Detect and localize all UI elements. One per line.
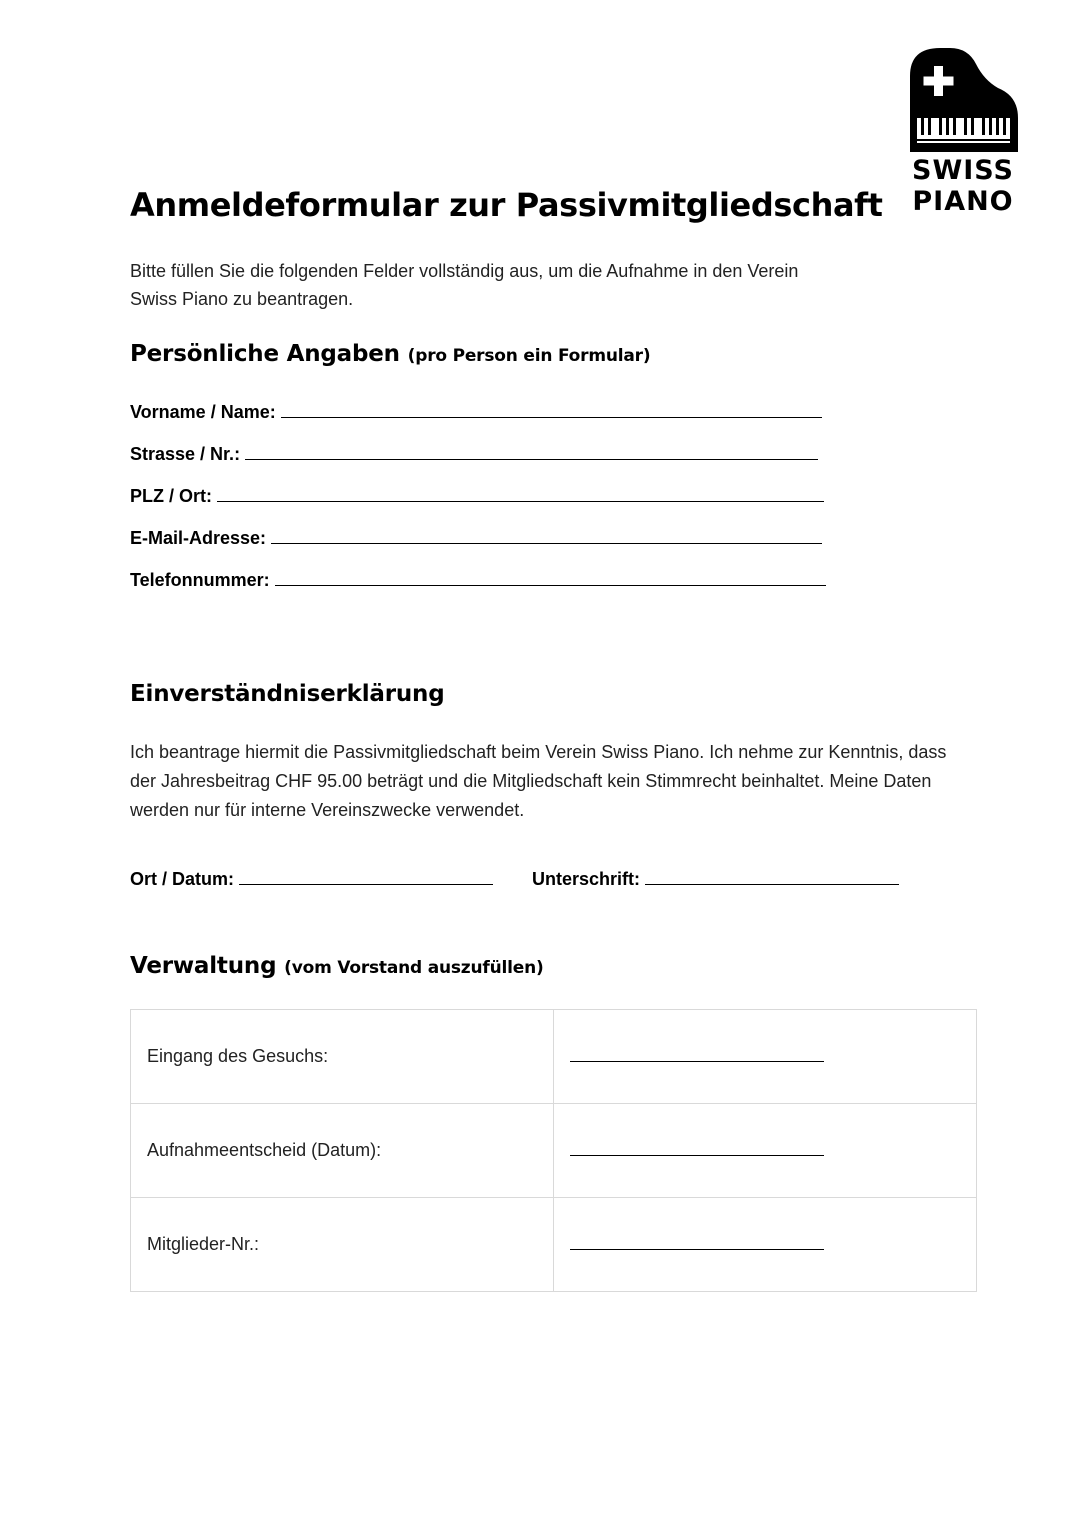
table-row (131, 1010, 977, 1104)
signature-input-line[interactable] (645, 866, 899, 885)
section-subtitle: (pro Person ein Formular) (407, 346, 651, 366)
date-input-line[interactable] (239, 866, 493, 885)
signature-label: Unterschrift: (532, 869, 641, 889)
city-input-line[interactable] (217, 483, 824, 502)
page-title: Anmeldeformular zur Passivmitgliedschaft (130, 186, 883, 224)
section-subtitle: (vom Vorstand auszufüllen) (284, 958, 544, 978)
receipt-input-line[interactable] (570, 1047, 824, 1062)
table-row (131, 1198, 977, 1292)
field-name (130, 399, 822, 424)
field-label: Vorname / Name: (130, 402, 276, 422)
table-cell-value (554, 1010, 977, 1104)
swiss-piano-logo (906, 46, 1020, 216)
email-input-line[interactable] (271, 525, 822, 544)
field-label: E-Mail-Adresse: (130, 528, 267, 548)
decision-date-input-line[interactable] (570, 1141, 824, 1156)
table-row (131, 1104, 977, 1198)
table-cell-label: Mitglieder-Nr.: (131, 1198, 554, 1292)
logo-text-line1: SWISS (912, 155, 1014, 186)
section-heading-consent: Einverständniserklärung (130, 681, 445, 707)
logo-text-line2: PIANO (912, 186, 1014, 217)
signature-field (532, 866, 899, 891)
section-title: Verwaltung (130, 953, 277, 979)
date-label: Ort / Datum: (130, 869, 235, 889)
field-street (130, 441, 818, 466)
intro-text: Bitte füllen Sie die folgenden Felder vollständig aus, um die Aufnahme in den Verein Swiss Piano zu beantragen. (130, 261, 799, 309)
field-city (130, 483, 824, 508)
table-cell-label: Eingang des Gesuchs: (131, 1010, 554, 1104)
field-label: PLZ / Ort: (130, 486, 212, 506)
admin-table (130, 1009, 977, 1292)
date-field (130, 866, 493, 891)
member-number-input-line[interactable] (570, 1235, 824, 1250)
section-title: Persönliche Angaben (130, 341, 400, 367)
name-input-line[interactable] (281, 399, 822, 418)
street-input-line[interactable] (245, 441, 818, 460)
table-cell-value (554, 1104, 977, 1198)
section-heading-admin (130, 950, 544, 984)
table-cell-value (554, 1198, 977, 1292)
field-email (130, 525, 822, 550)
phone-input-line[interactable] (275, 567, 826, 586)
consent-text: Ich beantrage hiermit die Passivmitgliedschaft beim Verein Swiss Piano. Ich nehme zur Kenntnis, dass der Jahresbeitrag CHF 95.00 beträgt und die Mitgliedschaft kein Stimmrecht beinhaltet. Meine Daten werden nur für interne Vereinszwecke verwendet. (130, 742, 947, 820)
field-label: Telefonnummer: (130, 570, 270, 590)
section-heading-personal (130, 338, 650, 372)
table-cell-label: Aufnahmeentscheid (Datum): (131, 1104, 554, 1198)
field-label: Strasse / Nr.: (130, 444, 241, 464)
field-phone (130, 567, 826, 592)
swiss-cross-grand-piano-icon (906, 46, 1020, 154)
